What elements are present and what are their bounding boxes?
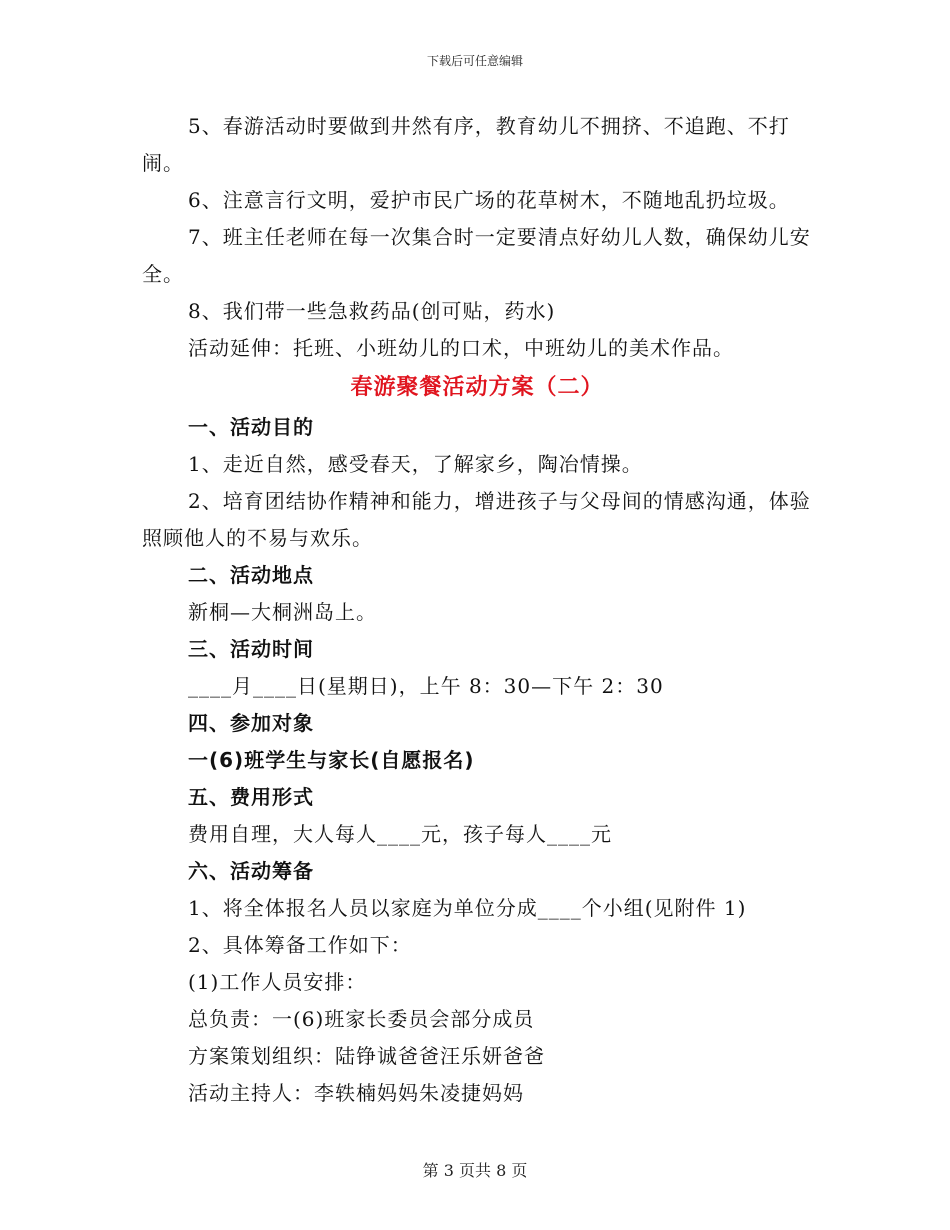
paragraph: 7、班主任老师在每一次集合时一定要清点好幼儿人数，确保幼儿安全。 [142, 225, 811, 286]
paragraph: 2、具体筹备工作如下： [188, 933, 412, 957]
paragraph: 1、将全体报名人员以家庭为单位分成____个小组(见附件 1) [188, 896, 747, 920]
section-heading: 一、活动目的 [188, 415, 314, 439]
paragraph: ____月____日(星期日)，上午 8：30—下午 2：30 [188, 674, 664, 698]
paragraph: 6、注意言行文明，爱护市民广场的花草树木，不随地乱扔垃圾。 [188, 188, 790, 212]
paragraph: 新桐—大桐洲岛上。 [188, 600, 377, 624]
paragraph: 8、我们带一些急救药品(创可贴，药水) [188, 299, 556, 323]
document-body [142, 108, 812, 1112]
paragraph-bold: 一(6)班学生与家长(自愿报名) [188, 748, 475, 772]
page-footer: 第 3 页共 8 页 [422, 1161, 528, 1180]
page-header: 下载后可任意编辑 [426, 54, 523, 68]
section-heading: 三、活动时间 [188, 637, 314, 661]
section-heading: 六、活动筹备 [188, 859, 314, 883]
paragraph: 活动主持人：李轶楠妈妈朱凌捷妈妈 [188, 1081, 524, 1105]
paragraph: 2、培育团结协作精神和能力，增进孩子与父母间的情感沟通，体验照顾他人的不易与欢乐。 [142, 489, 811, 550]
paragraph: 方案策划组织：陆铮诚爸爸汪乐妍爸爸 [188, 1044, 545, 1068]
section-heading: 四、参加对象 [188, 711, 314, 735]
section-heading: 二、活动地点 [188, 563, 314, 587]
paragraph: 5、春游活动时要做到井然有序，教育幼儿不拥挤、不追跑、不打闹。 [142, 114, 790, 175]
paragraph: 总负责：一(6)班家长委员会部分成员 [188, 1007, 535, 1031]
paragraph: 费用自理，大人每人____元，孩子每人____元 [188, 822, 612, 846]
paragraph: (1)工作人员安排： [188, 970, 367, 994]
paragraph: 活动延伸：托班、小班幼儿的口术，中班幼儿的美术作品。 [188, 336, 734, 360]
section-title: 春游聚餐活动方案（二） [350, 375, 604, 400]
paragraph: 1、走近自然，感受春天，了解家乡，陶冶情操。 [188, 452, 643, 476]
section-heading: 五、费用形式 [188, 785, 314, 809]
